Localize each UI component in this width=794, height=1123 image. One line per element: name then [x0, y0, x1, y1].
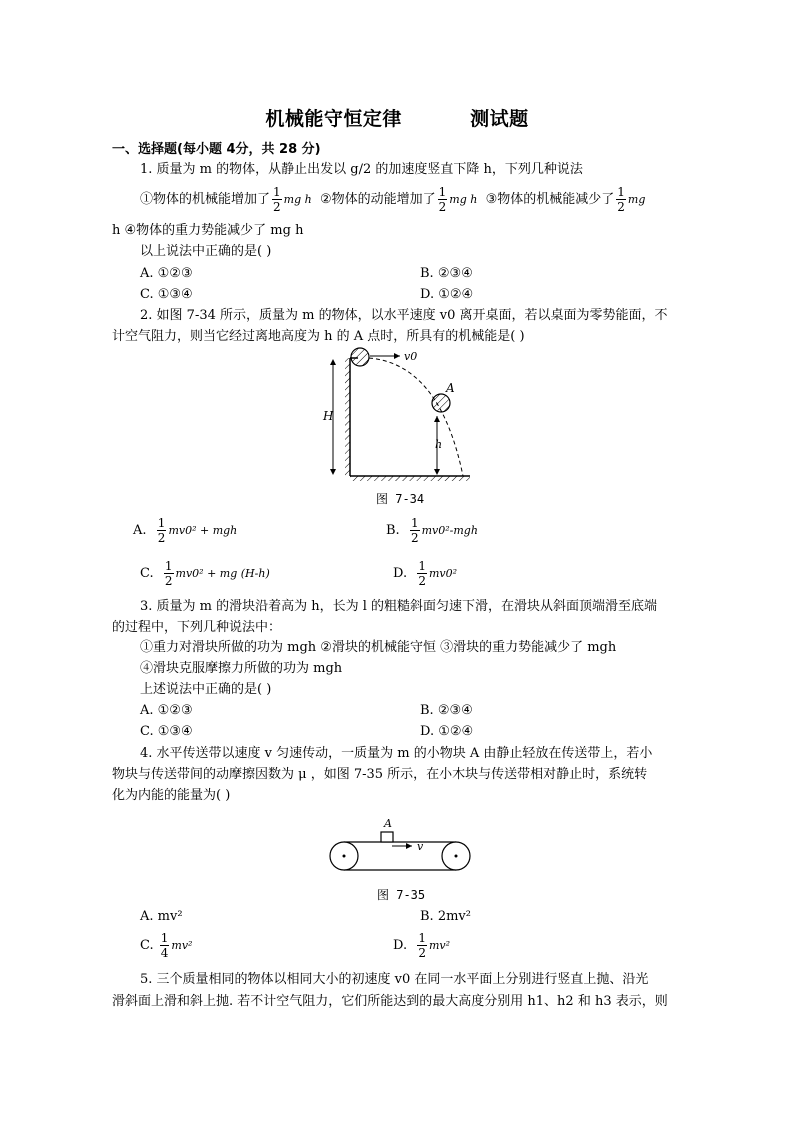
- q4-line2: 物块与传送带间的动摩擦因数为 μ ，如图 7-35 所示，在小木块与传送带相对静止时，系统转: [112, 767, 648, 782]
- q2-option-d: D. $\frac{1}{2}$ mv0²: [393, 559, 458, 588]
- q1-ask: 以上说法中正确的是( ): [140, 244, 272, 259]
- q2-option-a: A. $\frac{1}{2}$ mv0² + mgh: [133, 516, 238, 545]
- q4-option-c: C. $\frac{1}{4}$ mv²: [140, 931, 193, 960]
- q1-s3: ③物体的机械能减少了: [485, 192, 615, 207]
- label-small-h: h: [435, 438, 443, 451]
- q1-option-c: C. ①③④: [140, 287, 193, 302]
- figure-7-35-caption: 图 7-35: [377, 888, 426, 902]
- q3-line3: ①重力对滑块所做的功为 mgh ②滑块的机械能守恒 ③滑块的重力势能减少了 mgh: [140, 640, 617, 655]
- q2-line1: 2. 如图 7-34 所示，质量为 m 的物体，以水平速度 v0 离开桌面，若以桌面为零势能面，不: [140, 308, 668, 323]
- q1-option-a: A. ①②③: [140, 266, 193, 281]
- q2-option-c: C. $\frac{1}{2}$ mv0² + mg (H-h): [140, 559, 270, 588]
- q3-option-c: C. ①③④: [140, 724, 193, 739]
- section-heading: 一、选择题(每小题 4分，共 28 分): [112, 142, 321, 157]
- fraction-half: $\frac{1}{2}$: [617, 185, 625, 214]
- q4-option-b: B. 2mv²: [420, 909, 471, 924]
- q1-statements: ①物体的机械能增加了 $\frac{1}{2}$ mg h ②物体的动能增加了 $\frac{1}{2}$ mg h ③物体的机械能减少了 $\frac{1}{2}$ mg: [140, 185, 646, 214]
- q1-option-b: B. ②③④: [420, 266, 473, 281]
- label-big-h: H: [323, 409, 334, 423]
- q4-option-a: A. mv²: [140, 909, 183, 924]
- trajectory: [369, 358, 463, 476]
- q1-s1: ①物体的机械能增加了: [140, 192, 271, 207]
- q5-line2: 滑斜面上滑和斜上抛. 若不计空气阻力，它们所能达到的最大高度分别用 h1、h2 和 h3 表示，则: [112, 994, 668, 1009]
- q1-s4: h ④物体的重力势能减少了 mg h: [112, 223, 304, 238]
- title-part2: 测试题: [470, 108, 529, 130]
- label-v0: v0: [404, 350, 418, 363]
- ball-top: [351, 348, 369, 366]
- q3-option-d: D. ①②④: [420, 724, 474, 739]
- block-a: [381, 832, 393, 842]
- fraction-half: $\frac{1}{2}$: [273, 185, 281, 214]
- q3-ask: 上述说法中正确的是( ): [140, 682, 272, 697]
- label-a: A: [384, 817, 392, 830]
- title-part1: 机械能守恒定律: [265, 108, 402, 130]
- q3-option-a: A. ①②③: [140, 703, 193, 718]
- q1-option-d: D. ①②④: [420, 287, 474, 302]
- figure-7-35: [326, 812, 476, 874]
- q1-s2: ②物体的动能增加了: [319, 192, 436, 207]
- figure-7-34: [320, 344, 490, 484]
- q3-line4: ④滑块克服摩擦力所做的功为 mgh: [140, 661, 343, 676]
- q3-line2: 的过程中，下列几种说法中：: [112, 620, 282, 635]
- label-a: A: [446, 381, 455, 395]
- q3-option-b: B. ②③④: [420, 703, 473, 718]
- q4-line3: 化为内能的能量为( ): [112, 788, 231, 803]
- q2-line2: 计空气阻力，则当它经过离地高度为 h 的 A 点时，所具有的机械能是( ): [112, 329, 525, 344]
- figure-7-34-caption: 图 7-34: [376, 492, 425, 506]
- q1-stem: 1. 质量为 m 的物体，从静止出发以 g/2 的加速度竖直下降 h，下列几种说法: [140, 162, 583, 177]
- label-v: v: [417, 840, 424, 853]
- q4-line1: 4. 水平传送带以速度 v 匀速传动，一质量为 m 的小物块 A 由静止轻放在传送带上，若小: [140, 746, 653, 761]
- q5-line1: 5. 三个质量相同的物体以相同大小的初速度 v0 在同一水平面上分别进行竖直上抛、沿光: [140, 972, 649, 987]
- page-title: [0, 104, 794, 131]
- q2-option-b: B. $\frac{1}{2}$ mv0²-mgh: [386, 516, 478, 545]
- ball-a: [432, 394, 450, 412]
- fraction-half: $\frac{1}{2}$: [438, 185, 447, 214]
- q3-line1: 3. 质量为 m 的滑块沿着高为 h，长为 l 的粗糙斜面匀速下滑，在滑块从斜面顶端滑至底端: [140, 599, 658, 614]
- q4-option-d: D. $\frac{1}{2}$ mv²: [393, 931, 451, 960]
